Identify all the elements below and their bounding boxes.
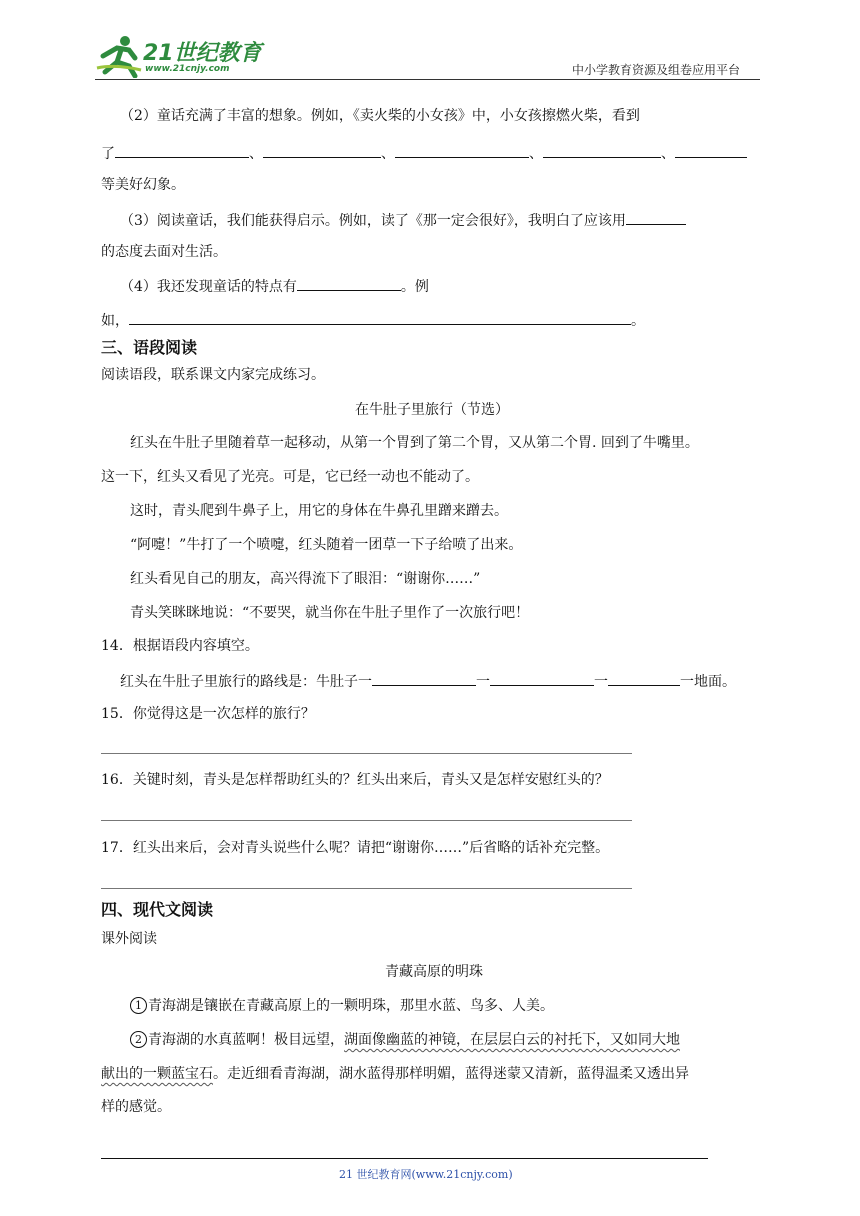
wavy-underlined-text: 献出的一颗蓝宝石 <box>101 1066 213 1082</box>
passage-paragraph: 青头笑眯眯地说：“不要哭，就当你在牛肚子里作了一次旅行吧！ <box>130 605 530 621</box>
passage-paragraph: “阿嚏！”牛打了一个喷嚏，红头随着一团草一下子给喷了出来。 <box>130 537 523 553</box>
passage-paragraph: 红头在牛肚子里随着草一起移动，从第一个胃到了第二个胃，又从第二个胃. 回到了牛嘴里。 <box>130 435 699 451</box>
q4-line1: （4）我还发现童话的特点有 。例 <box>120 275 429 297</box>
paragraph-number: 2 <box>130 1031 147 1048</box>
logo-url: www.21cnjy.com <box>145 64 230 74</box>
passage-paragraph: 这一下，红头又看见了光亮。可是，它已经一动也不能动了。 <box>101 469 479 485</box>
runner-logo-icon <box>95 34 143 78</box>
answer-blank[interactable] <box>115 142 249 158</box>
paragraph-2-line2: 献出的一颗蓝宝石。走近细看青海湖，湖水蓝得那样明媚，蓝得迷蒙又清新，蓝得温柔又透出异 <box>101 1066 689 1082</box>
paragraph-2-line3: 样的感觉。 <box>101 1099 171 1115</box>
passage-title: 在牛肚子里旅行（节选） <box>355 402 509 418</box>
header-divider <box>95 79 760 80</box>
wavy-underlined-text: 湖面像幽蓝的神镜，在层层白云的衬托下，又如同大地 <box>344 1032 680 1048</box>
header-logo <box>95 34 265 78</box>
section4-intro: 课外阅读 <box>101 931 157 947</box>
footer-text[interactable]: 21 世纪教育网(www.21cnjy.com) <box>339 1168 513 1181</box>
answer-line[interactable] <box>101 820 632 821</box>
answer-blank[interactable] <box>608 670 680 686</box>
q2-line2: 了 、 、 、 、 <box>101 142 747 164</box>
q16-text: 16．关键时刻，青头是怎样帮助红头的？红头出来后，青头又是怎样安慰红头的？ <box>101 772 609 788</box>
q15-text: 15．你觉得这是一次怎样的旅行？ <box>101 706 315 722</box>
platform-name: 中小学教育资源及组卷应用平台 <box>572 63 741 77</box>
passage-title: 青藏高原的明珠 <box>385 964 483 980</box>
answer-blank[interactable] <box>372 670 476 686</box>
paragraph-1: 1 青海湖是镶嵌在青藏高原上的一颗明珠，那里水蓝、鸟多、人美。 <box>130 996 554 1016</box>
q2-line1: （2）童话充满了丰富的想象。例如，《卖火柴的小女孩》中，小女孩擦燃火柴，看到 <box>120 108 640 124</box>
paragraph-number: 1 <box>130 997 147 1014</box>
answer-blank[interactable] <box>543 142 661 158</box>
q4-line2: 如， 。 <box>101 309 645 331</box>
section3-intro: 阅读语段，联系课文内家完成练习。 <box>101 367 325 383</box>
answer-blank[interactable] <box>129 309 631 325</box>
logo-text: 21世纪教育 <box>143 41 262 66</box>
passage-paragraph: 这时，青头爬到牛鼻子上，用它的身体在牛鼻孔里蹭来蹭去。 <box>130 503 508 519</box>
answer-blank[interactable] <box>675 142 747 158</box>
answer-blank[interactable] <box>490 670 594 686</box>
section4-title: 四、现代文阅读 <box>101 900 214 919</box>
q3-line1: （3）阅读童话，我们能获得启示。例如，读了《那一定会很好》，我明白了应该用 <box>120 209 686 231</box>
passage-paragraph: 红头看见自己的朋友，高兴得流下了眼泪：“谢谢你……” <box>130 571 481 587</box>
answer-blank[interactable] <box>395 142 529 158</box>
section3-title: 三、语段阅读 <box>101 338 198 357</box>
paragraph-2-line1: 2 青海湖的水真蓝啊！极目远望，湖面像幽蓝的神镜，在层层白云的衬托下，又如同大地 <box>130 1030 680 1050</box>
q17-text: 17．红头出来后，会对青头说些什么呢？请把“谢谢你……”后省略的话补充完整。 <box>101 840 610 856</box>
q3-line2: 的态度去面对生活。 <box>101 244 227 260</box>
q2-line3: 等美好幻象。 <box>101 177 185 193</box>
answer-line[interactable] <box>101 888 632 889</box>
q14-route: 红头在牛肚子里旅行的路线是：牛肚子一 一 一 一地面。 <box>120 670 736 692</box>
answer-blank[interactable] <box>263 142 381 158</box>
q14-text: 14．根据语段内容填空。 <box>101 638 259 654</box>
answer-blank[interactable] <box>626 209 686 225</box>
footer-divider <box>101 1158 708 1159</box>
answer-line[interactable] <box>101 753 632 754</box>
answer-blank[interactable] <box>297 275 401 291</box>
